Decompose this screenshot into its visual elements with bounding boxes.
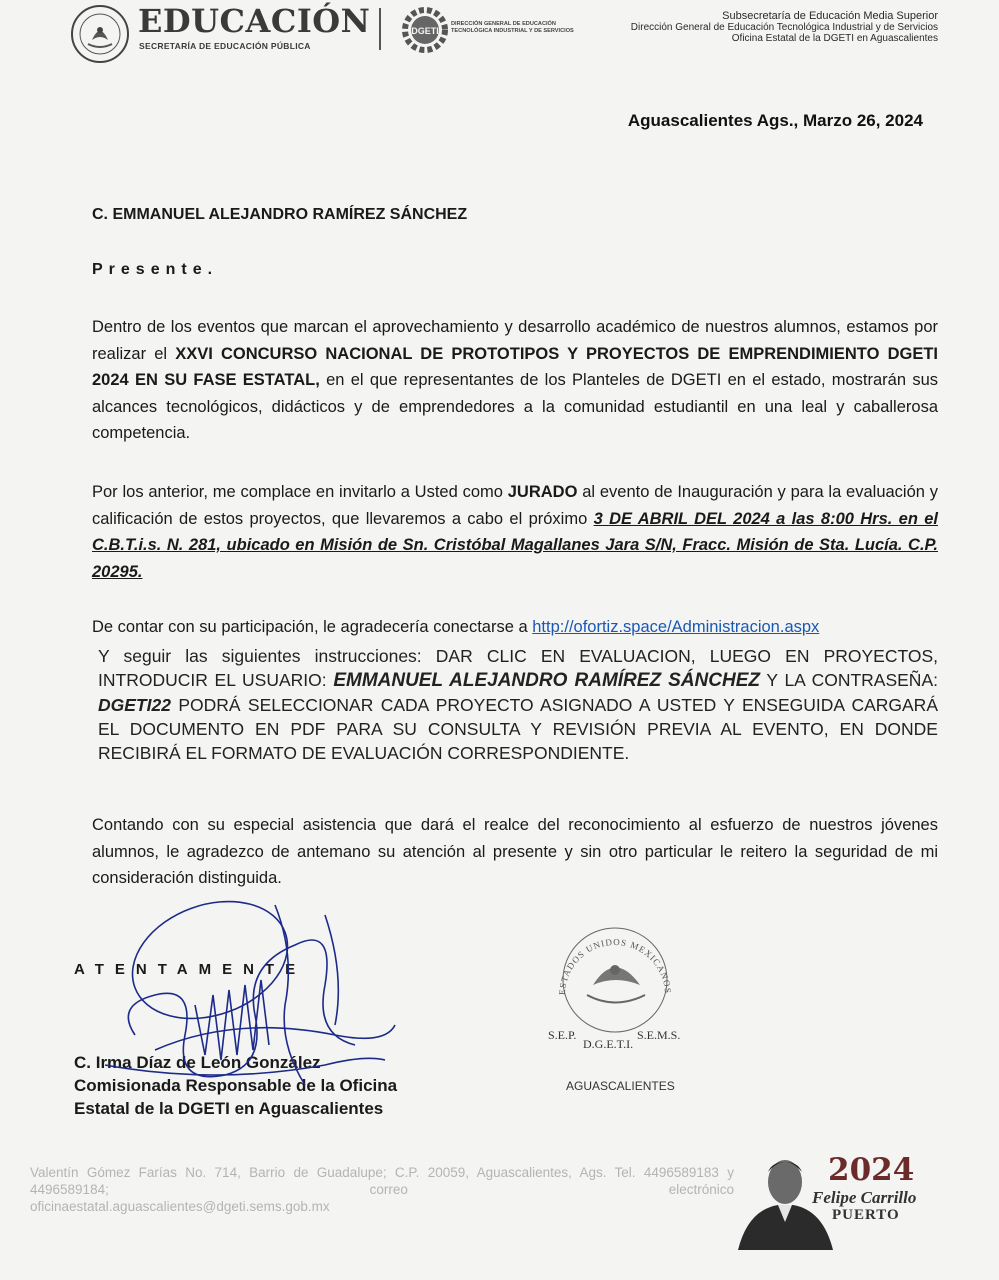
p4-text-c: PODRÁ SELECCIONAR CADA PROYECTO ASIGNADO A USTED Y ENSEGUIDA CARGARÁ EL DOCUMENTO EN PDF PARA SU CONSULTA Y REVISIÓN PREVIA AL EVENTO, EN DONDE RECIBIRÁ EL FORMATO DE EVALUACIÓN CORRESPONDIENTE. [98,695,938,763]
closing-word: ATENTAMENTE [74,961,307,978]
p4-password: DGETI22 [98,695,171,715]
stamp-dgeti: D.G.E.T.I. [583,1037,634,1051]
paragraph-invitation [92,479,938,585]
p3-text-a: De contar con su participación, le agradecería conectarse a [92,618,533,636]
letter-date: Aguascalientes Ags., Marzo 26, 2024 [627,111,923,130]
p4-text-b: Y LA CONTRASEÑA: [760,670,938,690]
greeting: Presente. [92,261,219,278]
stamp-city: AGUASCALIENTES [566,1079,675,1093]
footer-address: Valentín Gómez Farías No. 714, Barrio de Guadalupe; C.P. 20059, Aguascalientes, Ags. Tel. 4496589183 y 4496589184; correo electrónico [30,1165,734,1197]
signer-role-line2: Estatal de la DGETI en Aguascalientes [74,1099,384,1118]
p2-event-details: 3 DE ABRIL DEL 2024 a las 8:00 Hrs. en el C.B.T.i.s. N. 281, ubicado en Misión de Sn. Cristóbal Magallanes Jara S/N, Fracc. Misión de Sta. Lucía. C.P. 20295. [92,509,938,581]
dgeti-name [451,21,601,35]
commemorative-name: Felipe Carrillo [812,1188,917,1207]
dgeti-name-line2: TECNOLÓGICA INDUSTRIAL Y DE SERVICIOS [451,28,574,34]
dgeti-name-line1: DIRECCIÓN GENERAL DE EDUCACIÓN [451,21,556,27]
paragraph-link [92,614,938,641]
paragraph-event-intro [92,314,938,447]
p1-event-name: XXVI CONCURSO NACIONAL DE PROTOTIPOS Y PROYECTOS DE EMPRENDIMIENTO DGETI 2024 EN SU FASE ESTATAL, [92,344,938,389]
p4-username: EMMANUEL ALEJANDRO RAMÍREZ SÁNCHEZ [333,670,760,691]
signer-role-line1: Comisionada Responsable de la Oficina [74,1076,398,1095]
stamp-ring-text: ESTADOS UNIDOS MEXICANOS [556,936,674,996]
header-divider [379,8,381,50]
stamp-sep: S.E.P. [548,1028,577,1042]
header-line-1: Subsecretaría de Educación Media Superior [722,10,938,22]
p1-text-c: en el que representantes de los Planteles de DGETI en el estado, mostrarán sus alcances tecnológicos, didácticos y de emprendedores a la comunidad estudiantil en una leal y caballerosa competencia. [92,371,938,442]
signer-name: C. Irma Díaz de León González [74,1053,321,1072]
p4-text-a: Y seguir las siguientes instrucciones: DAR CLIC EN EVALUACION, LUEGO EN PROYECTOS, INTRODUCIR EL USUARIO: [98,646,938,690]
header-institution-block [631,11,938,44]
addressee: C. EMMANUEL ALEJANDRO RAMÍREZ SÁNCHEZ [92,206,468,223]
dgeti-gear-logo [401,3,449,57]
header-line-2: Dirección General de Educación Tecnológica Industrial y de Servicios [630,22,938,33]
brand-word: EDUCACIÓN [138,2,371,40]
paragraph-closing: Contando con su especial asistencia que dará el realce del reconocimiento al esfuerzo de nuestros jóvenes alumnos, le agradezco de antemano su atención al presente y sin otro particular le reitero la seguridad de mi consideración distinguida. [92,816,938,887]
stamp-sems: S.E.M.S. [637,1028,681,1042]
commemorative-year: 2024 [828,1152,915,1188]
footer-email: oficinaestatal.aguascalientes@dgeti.sems.gob.mx [30,1199,330,1214]
p1-text-a: Dentro de los eventos que marcan el aprovechamiento y desarrollo académico de nuestros alumnos, estamos por realizar el [92,318,938,363]
admin-link[interactable]: http://ofortiz.space/Administracion.aspx [532,618,820,636]
header-line-3: Oficina Estatal de la DGETI en Aguascalientes [731,33,938,44]
paragraph-instructions [98,644,938,765]
handwritten-signature [95,885,405,1110]
dgeti-logo-text: DGETI [411,26,439,36]
p2-text-a: Por los anterior, me complace en invitarlo a Usted como [92,483,508,501]
p2-role: JURADO [507,483,578,501]
official-stamp [545,925,715,1045]
mexican-coat-of-arms-seal [70,4,130,64]
brand-subtitle: SECRETARÍA DE EDUCACIÓN PÚBLICA [139,41,311,51]
commemorative-surname: PUERTO [832,1207,900,1223]
p2-text-c: al evento de Inauguración y para la evaluación y calificación de estos proyectos, que llevaremos a cabo el próximo [92,483,938,528]
